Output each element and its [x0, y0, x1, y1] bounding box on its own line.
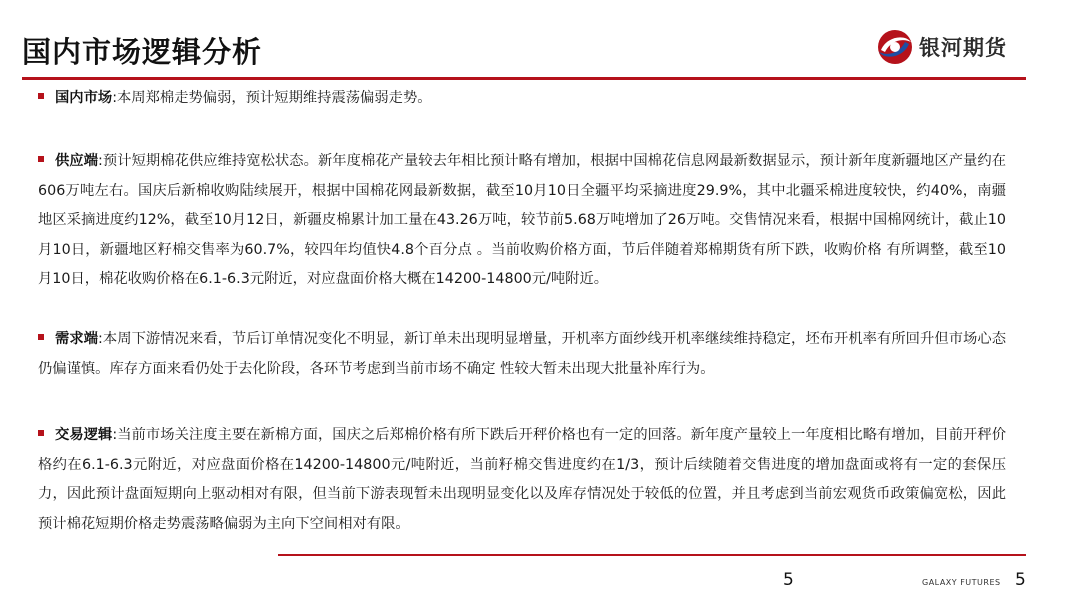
- section-label: 交易逻辑: [55, 427, 113, 443]
- section-separator: :: [98, 331, 103, 347]
- page-number-right: 5: [1015, 570, 1026, 590]
- section-text: 本周下游情况来看，节后订单情况变化不明显，新订单未出现明显增量，开机率方面纱线开机率继续维持稳定，坯布开机率有所回升但市场心态仍偏谨慎。库存方面来看仍处于去化阶段，各环节考虑到当前市场不确定 性较大暂未出现大批量补库行为。: [38, 331, 1006, 377]
- bullet-icon: [38, 334, 44, 340]
- section-label: 国内市场: [55, 90, 113, 106]
- bullet-icon: [38, 93, 44, 99]
- section-separator: :: [112, 427, 118, 443]
- section-label: 需求端: [55, 331, 99, 347]
- page-number-center: 5: [783, 570, 794, 590]
- section-text: 当前市场关注度主要在新棉方面，国庆之后郑棉价格有所下跌后开秤价格也有一定的回落。新年度产量较上一年度相比略有增加，目前开秤价格约在6.1-6.3元附近，对应盘面价格在14200-14800元/吨附近，当前籽棉交售进度约在1/3，预计后续随着交售进度的增加盘面或将有一定的套保压力，因此预计盘面短期向上驱动相对有限，但当前下游表现暂未出现明显变化以及库存情况处于较低的位置，并且考虑到当前宏观货币政策偏宽松，因此预计棉花短期价格走势震荡略偏弱为主向下空间相对有限。: [38, 427, 1007, 532]
- section-demand: [38, 325, 1006, 384]
- section-text: 预计短期棉花供应维持宽松状态。新年度棉花产量较去年相比预计略有增加，根据中国棉花信息网最新数据显示，预计新年度新疆地区产量约在606万吨左右。国庆后新棉收购陆续展开，根据中国棉花网最新数据，截至10月10日全疆平均采摘进度29.9%，其中北疆采棉进度较快，约40%，南疆地区采摘进度约12%，截至10月12日，新疆皮棉累计加工量在43.26万吨，较节前5.68万吨增加了26万吨。交售情况来看，根据中国棉网统计，截止10月10日，新疆地区籽棉交售率为60.7%，较四年均值快4.8个百分点 。当前收购价格方面，节后伴随着郑棉期货有所下跌，收购价格 有所调整，截至10月10日，棉花收购价格在6.1-6.3元附近，对应盘面价格大概在14200-14800元/吨附近。: [38, 153, 1006, 287]
- logo-text: 银河期货: [919, 36, 1007, 60]
- bullet-icon: [38, 430, 44, 436]
- section-separator: :: [112, 90, 118, 106]
- section-separator: :: [98, 153, 103, 169]
- section-domestic-market: [38, 84, 1006, 114]
- bullet-icon: [38, 156, 44, 162]
- company-logo: [875, 28, 1007, 66]
- page-title: 国内市场逻辑分析: [22, 35, 263, 69]
- section-label: 供应端: [55, 153, 99, 169]
- footer-divider: [278, 554, 1026, 556]
- section-text: 本周郑棉走势偏弱，预计短期维持震荡偏弱走势。: [117, 90, 432, 106]
- section-supply: [38, 147, 1006, 295]
- galaxy-logo-icon: [875, 28, 915, 66]
- footer-brand: GALAXY FUTURES: [922, 578, 1001, 587]
- header-divider: [22, 77, 1026, 80]
- section-trading-logic: [38, 421, 1006, 539]
